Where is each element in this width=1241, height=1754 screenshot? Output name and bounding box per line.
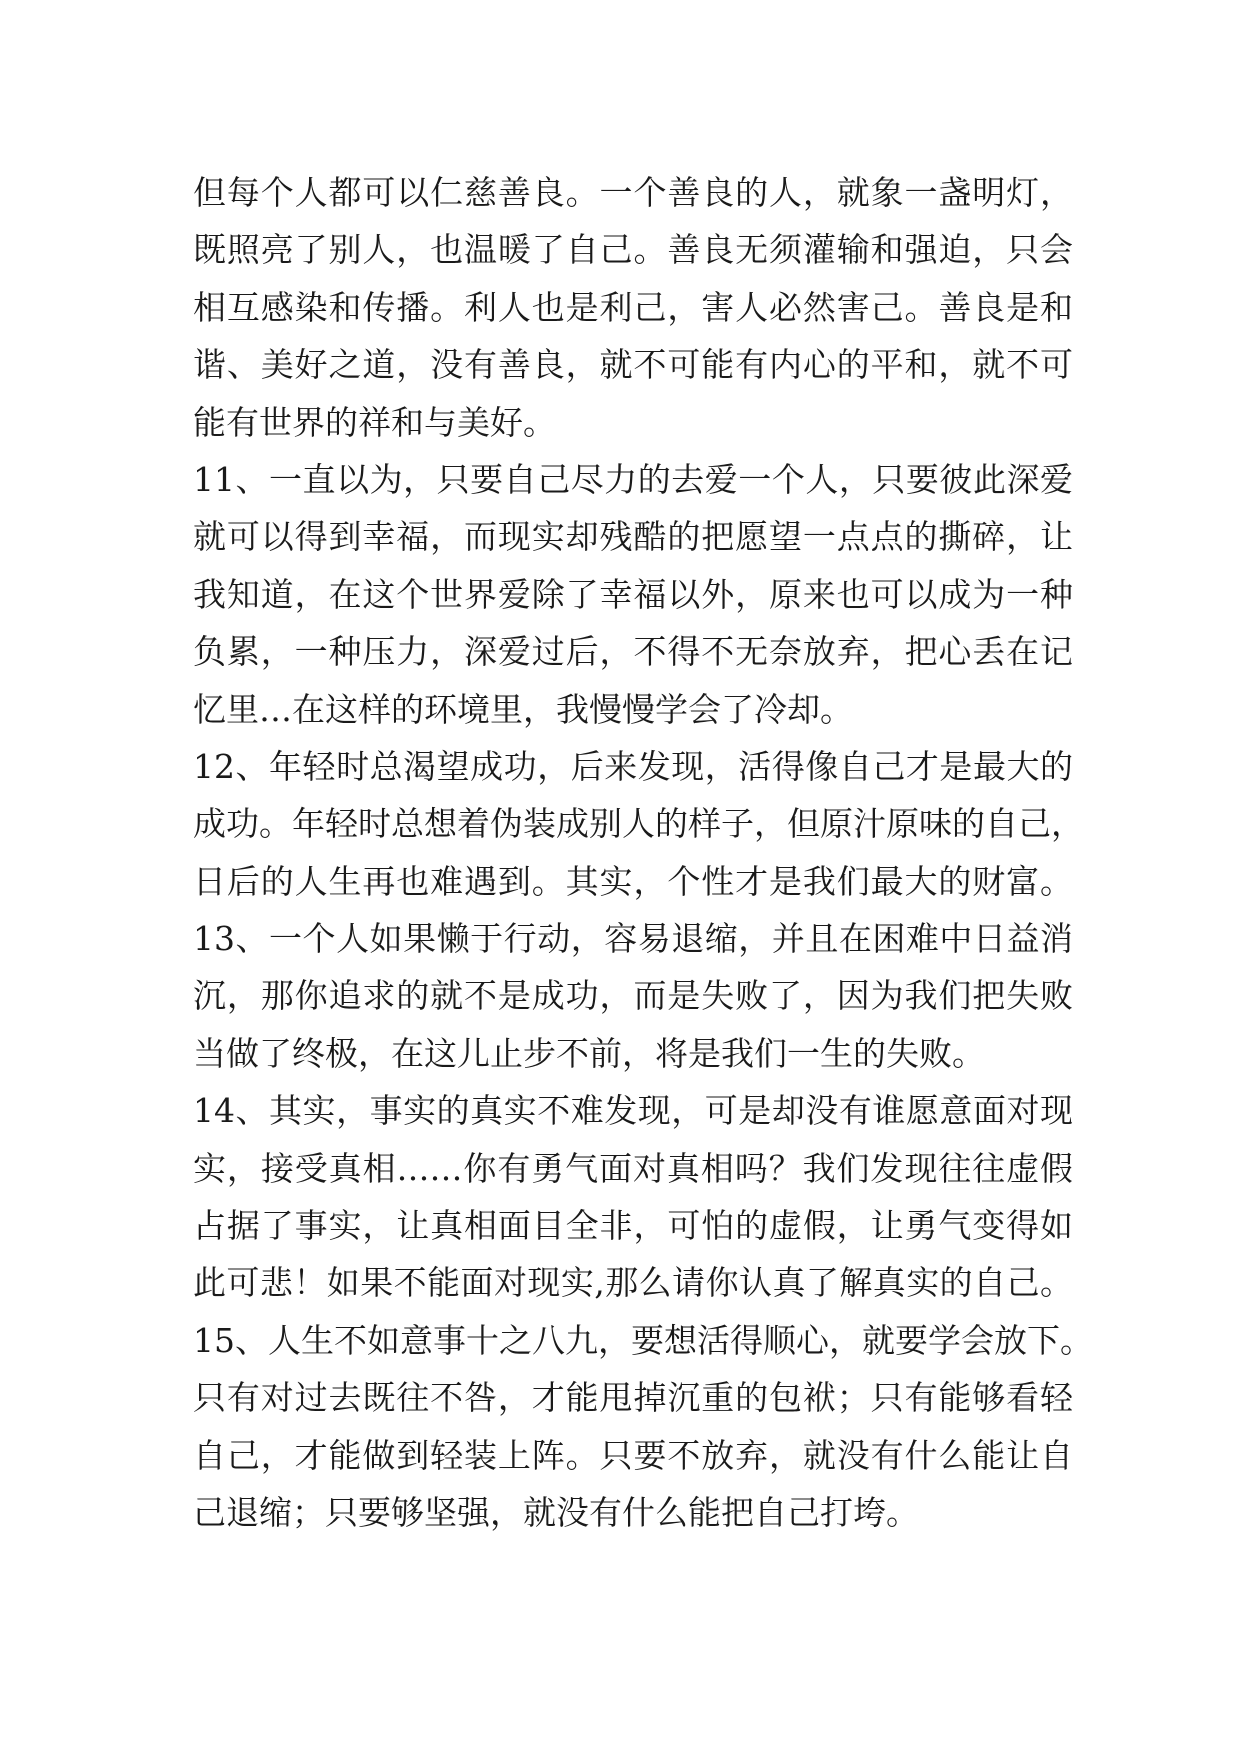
text-line: 我知道，在这个世界爱除了幸福以外，原来也可以成为一种 — [193, 574, 1073, 614]
text-line: 自己，才能做到轻装上阵。只要不放弃，就没有什么能让自 — [193, 1435, 1073, 1475]
text-line: 当做了终极，在这儿止步不前，将是我们一生的失败。 — [193, 1033, 985, 1073]
text-line: 此可悲！如果不能面对现实,那么请你认真了解真实的自己。 — [193, 1263, 1073, 1303]
text-line: 成功。年轻时总想着伪装成别人的样子，但原汁原味的自己， — [193, 804, 1084, 844]
text-line: 只有对过去既往不咎，才能甩掉沉重的包袱；只有能够看轻 — [193, 1378, 1073, 1418]
text-line: 12、年轻时总渴望成功，后来发现，活得像自己才是最大的 — [193, 746, 1073, 786]
text-line: 占据了事实，让真相面目全非，可怕的虚假，让勇气变得如 — [193, 1206, 1073, 1246]
text-line: 谐、美好之道，没有善良，就不可能有内心的平和，就不可 — [193, 345, 1073, 385]
text-line: 忆里…在这样的环境里，我慢慢学会了冷却。 — [193, 689, 853, 729]
text-line: 11、一直以为，只要自己尽力的去爱一个人，只要彼此深爱 — [193, 459, 1073, 499]
text-line: 但每个人都可以仁慈善良。一个善良的人，就象一盏明灯， — [193, 173, 1073, 212]
text-line: 沉，那你追求的就不是成功，而是失败了，因为我们把失败 — [193, 976, 1073, 1016]
text-line: 14、其实，事实的真实不难发现，可是却没有谁愿意面对现 — [193, 1091, 1073, 1131]
text-line: 13、一个人如果懒于行动，容易退缩，并且在困难中日益消 — [193, 919, 1073, 959]
text-line: 日后的人生再也难遇到。其实，个性才是我们最大的财富。 — [193, 861, 1073, 901]
text-line: 实，接受真相……你有勇气面对真相吗？我们发现往往虚假 — [193, 1148, 1073, 1188]
text-line: 15、人生不如意事十之八九，要想活得顺心，就要学会放下。 — [193, 1320, 1093, 1360]
text-line: 己退缩；只要够坚强，就没有什么能把自己打垮。 — [193, 1492, 919, 1532]
text-line: 相互感染和传播。利人也是利己，害人必然害己。善良是和 — [193, 287, 1073, 327]
text-line: 既照亮了别人，也温暖了自己。善良无须灌输和强迫，只会 — [193, 230, 1073, 270]
text-line: 负累，一种压力，深爱过后，不得不无奈放弃，把心丢在记 — [193, 632, 1073, 672]
body-text — [193, 164, 1093, 1541]
text-line: 就可以得到幸福，而现实却残酷的把愿望一点点的撕碎，让 — [193, 517, 1073, 557]
text-line: 能有世界的祥和与美好。 — [193, 402, 556, 442]
